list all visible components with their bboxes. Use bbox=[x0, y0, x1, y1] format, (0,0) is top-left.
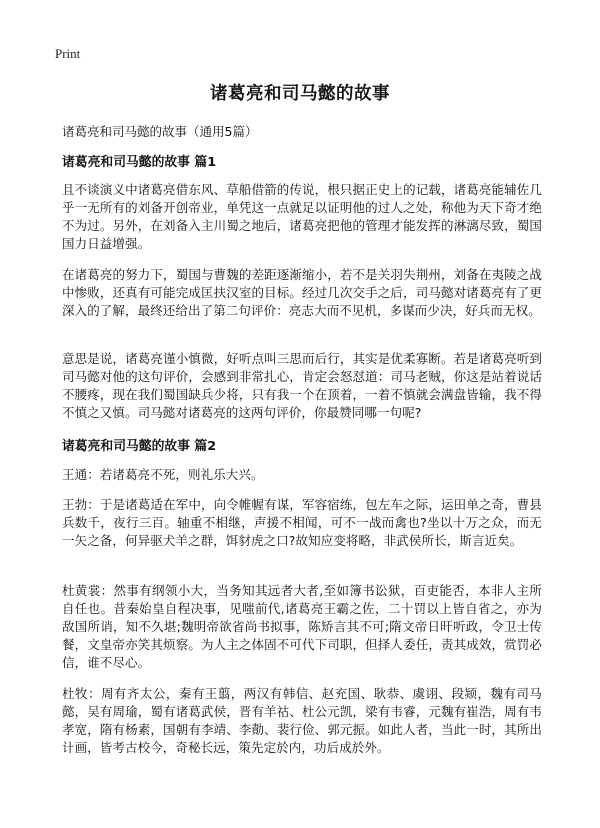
section2-paragraph-3: 杜黄裳：然事有纲领小大，当务知其远者大者,至如簿书讼狱，百吏能否，本非人主所自任也。昔秦始皇自程决事，见嗤前代,诸葛亮王霸之佐，二十罚以上皆自省之，亦为敌国所诮，知不久堪;魏明帝欲省尚书拟事，陈矫言其不可;隋文帝日旰听政，令卫士传餐，文皇帝亦笑其烦察。为人主之体固不可代下司职，但择人委任，责其成效，赏罚必信，谁不尽心。 bbox=[62, 583, 542, 670]
section2-paragraph-1: 王通：若诸葛亮不死，则礼乐大兴。 bbox=[62, 467, 264, 482]
section2-paragraph-4: 杜牧：周有齐太公，秦有王翦，两汉有韩信、赵充国、耿恭、虞诩、段颎，魏有司马懿，吴有周瑜，蜀有诸葛武侯，晋有羊祜、杜公元凯，梁有韦睿，元魏有崔浩，周有韦孝宽，隋有杨素，国朝有李靖、李勣、裴行俭、郭元振。如此人者，当此一时，其所出计画，皆考古校今，奇秘长远，策先定於内，功后成於外。 bbox=[62, 686, 542, 755]
section2-heading: 诸葛亮和司马懿的故事 篇2 bbox=[62, 439, 217, 454]
section2-paragraph-2: 王勃：于是诸葛适在军中，向令帷幄有谋，军容宿练，包左车之际，运田单之奇，曹县兵数千，夜行三百。轴重不相继，声援不相闻，可不一战而禽也?坐以十万之众，而无一矢之备，何异驱犬羊之群，饵豺虎之口?故知应变将略，非武侯所长，斯言近矣。 bbox=[62, 497, 542, 548]
page-title: 诸葛亮和司马懿的故事 bbox=[210, 84, 390, 104]
section1-paragraph-1: 且不谈演义中诸葛亮借东风、草船借箭的传说，根只据正史上的记载，诸葛亮能辅佐几乎一无所有的刘备开创帝业，单凭这一点就足以证明他的过人之处，称他为天下奇才绝不为过。另外，在刘备入主川蜀之地后，诸葛亮把他的管理才能发挥的淋漓尽致，蜀国国力日益增强。 bbox=[62, 182, 542, 251]
document-subtitle: 诸葛亮和司马懿的故事（通用5篇） bbox=[62, 124, 258, 139]
section1-paragraph-2: 在诸葛亮的努力下，蜀国与曹魏的差距逐渐缩小，若不是关羽失荆州，刘备在夷陵之战中惨败，还真有可能完成匡扶汉室的目标。经过几次交手之后，司马懿对诸葛亮有了更深入的了解，最终还给出了第二句评价：亮志大而不见机，多谋而少决，好兵而无权。 bbox=[62, 267, 542, 318]
section1-heading: 诸葛亮和司马懿的故事 篇1 bbox=[62, 155, 217, 170]
print-link[interactable]: Print bbox=[55, 46, 81, 61]
section1-paragraph-3: 意思是说，诸葛亮谨小慎微，好听点叫三思而后行，其实是优柔寡断。若是诸葛亮听到司马懿对他的这句评价，会感到非常扎心，肯定会怒怼道：司马老贼，你这是站着说话不腰疼，现在我们蜀国缺兵少将，只有我一个在顶着，一着不慎就会满盘皆输，我不得不慎之又慎。司马懿对诸葛亮的这两句评价，你最赞同哪一句呢? bbox=[62, 351, 542, 420]
